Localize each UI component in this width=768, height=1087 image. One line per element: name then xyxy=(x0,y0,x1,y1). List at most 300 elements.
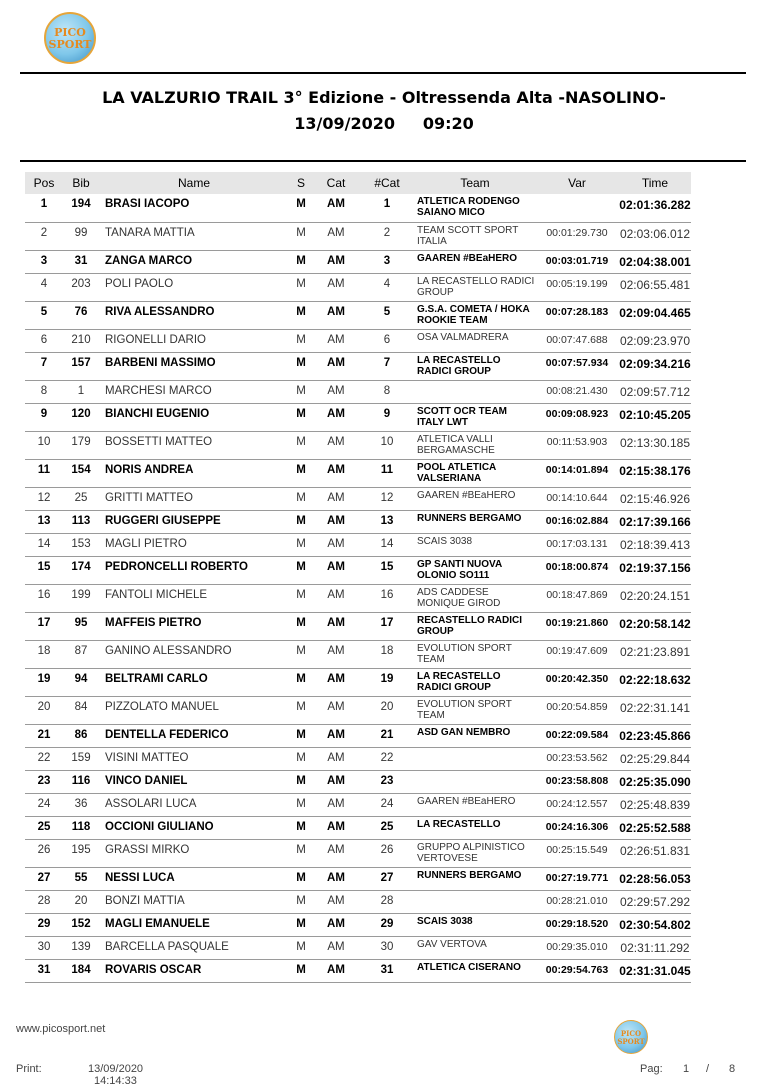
table-row xyxy=(25,890,691,913)
cell-team: OSA VALMADRERA xyxy=(415,329,535,352)
cell-name: OCCIONI GIULIANO xyxy=(99,816,289,839)
cell-bib: 159 xyxy=(63,747,99,770)
cell-var: 00:20:54.859 xyxy=(535,696,619,724)
table-row xyxy=(25,431,691,459)
logo-line1: PICO xyxy=(54,26,86,39)
page-label: Pag: xyxy=(640,1063,663,1075)
cell-ncat: 17 xyxy=(359,612,415,640)
cell-name: GRASSI MIRKO xyxy=(99,839,289,867)
table-row xyxy=(25,510,691,533)
cell-cat: AM xyxy=(313,913,359,936)
cell-team xyxy=(415,380,535,403)
col-team: Team xyxy=(460,176,490,190)
cell-var: 00:24:12.557 xyxy=(535,793,619,816)
cell-var: 00:05:19.199 xyxy=(535,273,619,301)
cell-pos: 13 xyxy=(25,510,63,533)
cell-bib: 203 xyxy=(63,273,99,301)
cell-sex: M xyxy=(289,816,313,839)
cell-time: 02:10:45.205 xyxy=(619,403,691,431)
cell-time: 02:22:31.141 xyxy=(619,696,691,724)
cell-bib: 116 xyxy=(63,770,99,793)
cell-team: GAAREN #BEaHERO xyxy=(415,793,535,816)
cell-cat: AM xyxy=(313,431,359,459)
cell-pos: 24 xyxy=(25,793,63,816)
cell-time: 02:25:29.844 xyxy=(619,747,691,770)
cell-sex: M xyxy=(289,696,313,724)
cell-pos: 28 xyxy=(25,890,63,913)
cell-sex: M xyxy=(289,403,313,431)
cell-bib: 195 xyxy=(63,839,99,867)
cell-time: 02:29:57.292 xyxy=(619,890,691,913)
cell-pos: 30 xyxy=(25,936,63,959)
cell-time: 02:21:23.891 xyxy=(619,640,691,668)
cell-cat: AM xyxy=(313,936,359,959)
table-header xyxy=(25,172,691,194)
cell-ncat: 6 xyxy=(359,329,415,352)
table-row xyxy=(25,612,691,640)
table-row xyxy=(25,959,691,982)
cell-sex: M xyxy=(289,747,313,770)
col-cat: Cat xyxy=(326,176,346,190)
cell-cat: AM xyxy=(313,816,359,839)
cell-team xyxy=(415,747,535,770)
cell-cat: AM xyxy=(313,510,359,533)
cell-ncat: 30 xyxy=(359,936,415,959)
cell-bib: 20 xyxy=(63,890,99,913)
top-divider xyxy=(20,72,746,74)
cell-cat: AM xyxy=(313,668,359,696)
cell-bib: 84 xyxy=(63,696,99,724)
cell-bib: 210 xyxy=(63,329,99,352)
cell-team: GRUPPO ALPINISTICO VERTOVESE xyxy=(415,839,535,867)
print-time: 14:14:33 xyxy=(94,1075,137,1087)
cell-sex: M xyxy=(289,431,313,459)
cell-ncat: 3 xyxy=(359,250,415,273)
cell-name: PIZZOLATO MANUEL xyxy=(99,696,289,724)
cell-sex: M xyxy=(289,793,313,816)
cell-var: 00:18:47.869 xyxy=(535,584,619,612)
cell-time: 02:19:37.156 xyxy=(619,556,691,584)
cell-name: PEDRONCELLI ROBERTO xyxy=(99,556,289,584)
cell-team: GAAREN #BEaHERO xyxy=(415,487,535,510)
cell-var: 00:19:21.860 xyxy=(535,612,619,640)
cell-team xyxy=(415,890,535,913)
cell-name: RUGGERI GIUSEPPE xyxy=(99,510,289,533)
table-row xyxy=(25,867,691,890)
cell-bib: 55 xyxy=(63,867,99,890)
cell-ncat: 8 xyxy=(359,380,415,403)
cell-pos: 6 xyxy=(25,329,63,352)
cell-name: BIANCHI EUGENIO xyxy=(99,403,289,431)
table-row xyxy=(25,640,691,668)
cell-ncat: 13 xyxy=(359,510,415,533)
cell-var: 00:19:47.609 xyxy=(535,640,619,668)
table-row xyxy=(25,696,691,724)
cell-name: POLI PAOLO xyxy=(99,273,289,301)
cell-var: 00:16:02.884 xyxy=(535,510,619,533)
cell-team: LA RECASTELLO RADICI GROUP xyxy=(415,668,535,696)
col-bib: Bib xyxy=(72,176,90,190)
cell-team: RUNNERS BERGAMO xyxy=(415,867,535,890)
cell-sex: M xyxy=(289,936,313,959)
cell-ncat: 27 xyxy=(359,867,415,890)
cell-var: 00:11:53.903 xyxy=(535,431,619,459)
cell-team: SCOTT OCR TEAM ITALY LWT xyxy=(415,403,535,431)
cell-sex: M xyxy=(289,770,313,793)
table-row xyxy=(25,793,691,816)
cell-bib: 25 xyxy=(63,487,99,510)
print-date: 13/09/2020 xyxy=(88,1063,144,1075)
cell-bib: 95 xyxy=(63,612,99,640)
cell-time: 02:09:34.216 xyxy=(619,352,691,380)
col-pos: Pos xyxy=(33,176,55,190)
table-row xyxy=(25,936,691,959)
cell-ncat: 15 xyxy=(359,556,415,584)
cell-pos: 22 xyxy=(25,747,63,770)
cell-cat: AM xyxy=(313,770,359,793)
cell-ncat: 10 xyxy=(359,431,415,459)
cell-sex: M xyxy=(289,380,313,403)
cell-sex: M xyxy=(289,273,313,301)
col-var: Var xyxy=(568,176,586,190)
cell-var: 00:07:57.934 xyxy=(535,352,619,380)
cell-var xyxy=(535,194,619,222)
cell-pos: 9 xyxy=(25,403,63,431)
cell-team: LA RECASTELLO RADICI GROUP xyxy=(415,273,535,301)
cell-pos: 29 xyxy=(25,913,63,936)
col-sex: S xyxy=(296,176,305,190)
cell-time: 02:28:56.053 xyxy=(619,867,691,890)
cell-var: 00:23:53.562 xyxy=(535,747,619,770)
cell-cat: AM xyxy=(313,696,359,724)
cell-pos: 10 xyxy=(25,431,63,459)
cell-bib: 87 xyxy=(63,640,99,668)
cell-cat: AM xyxy=(313,556,359,584)
cell-cat: AM xyxy=(313,194,359,222)
table-row xyxy=(25,273,691,301)
cell-cat: AM xyxy=(313,959,359,982)
page-total: 8 xyxy=(729,1063,736,1075)
cell-time: 02:09:23.970 xyxy=(619,329,691,352)
cell-bib: 157 xyxy=(63,352,99,380)
cell-var: 00:09:08.923 xyxy=(535,403,619,431)
cell-time: 02:25:52.588 xyxy=(619,816,691,839)
cell-var: 00:14:10.644 xyxy=(535,487,619,510)
cell-time: 02:25:48.839 xyxy=(619,793,691,816)
cell-name: NESSI LUCA xyxy=(99,867,289,890)
cell-var: 00:08:21.430 xyxy=(535,380,619,403)
cell-team: GAAREN #BEaHERO xyxy=(415,250,535,273)
cell-pos: 27 xyxy=(25,867,63,890)
cell-team: ADS CADDESE MONIQUE GIROD xyxy=(415,584,535,612)
cell-var: 00:03:01.719 xyxy=(535,250,619,273)
cell-sex: M xyxy=(289,668,313,696)
cell-name: BELTRAMI CARLO xyxy=(99,668,289,696)
cell-sex: M xyxy=(289,640,313,668)
cell-sex: M xyxy=(289,250,313,273)
cell-time: 02:25:35.090 xyxy=(619,770,691,793)
cell-ncat: 14 xyxy=(359,533,415,556)
cell-ncat: 4 xyxy=(359,273,415,301)
cell-ncat: 18 xyxy=(359,640,415,668)
cell-name: TANARA MATTIA xyxy=(99,222,289,250)
cell-name: GRITTI MATTEO xyxy=(99,487,289,510)
cell-cat: AM xyxy=(313,329,359,352)
cell-var: 00:23:58.808 xyxy=(535,770,619,793)
cell-ncat: 24 xyxy=(359,793,415,816)
cell-pos: 7 xyxy=(25,352,63,380)
cell-pos: 12 xyxy=(25,487,63,510)
cell-name: BOSSETTI MATTEO xyxy=(99,431,289,459)
cell-pos: 25 xyxy=(25,816,63,839)
cell-ncat: 7 xyxy=(359,352,415,380)
cell-ncat: 2 xyxy=(359,222,415,250)
cell-sex: M xyxy=(289,352,313,380)
table-row xyxy=(25,770,691,793)
cell-time: 02:31:31.045 xyxy=(619,959,691,982)
table-row xyxy=(25,556,691,584)
table-row xyxy=(25,459,691,487)
title-divider xyxy=(20,160,746,162)
cell-time: 02:20:24.151 xyxy=(619,584,691,612)
cell-cat: AM xyxy=(313,301,359,329)
cell-sex: M xyxy=(289,194,313,222)
table-row xyxy=(25,913,691,936)
cell-time: 02:31:11.292 xyxy=(619,936,691,959)
table-row xyxy=(25,816,691,839)
cell-sex: M xyxy=(289,533,313,556)
cell-cat: AM xyxy=(313,747,359,770)
picosport-logo xyxy=(44,12,96,64)
cell-team xyxy=(415,770,535,793)
cell-team: GAV VERTOVA xyxy=(415,936,535,959)
cell-ncat: 19 xyxy=(359,668,415,696)
table-row xyxy=(25,329,691,352)
footer-logo-line2: SPORT xyxy=(617,1037,645,1046)
cell-pos: 5 xyxy=(25,301,63,329)
cell-bib: 184 xyxy=(63,959,99,982)
cell-ncat: 1 xyxy=(359,194,415,222)
cell-ncat: 9 xyxy=(359,403,415,431)
cell-ncat: 21 xyxy=(359,724,415,747)
cell-team: SCAIS 3038 xyxy=(415,913,535,936)
footer-logo xyxy=(614,1020,648,1054)
cell-team: SCAIS 3038 xyxy=(415,533,535,556)
cell-var: 00:17:03.131 xyxy=(535,533,619,556)
cell-time: 02:15:46.926 xyxy=(619,487,691,510)
cell-bib: 31 xyxy=(63,250,99,273)
event-date-time: 13/09/2020 09:20 xyxy=(294,114,474,133)
cell-cat: AM xyxy=(313,584,359,612)
cell-var: 00:01:29.730 xyxy=(535,222,619,250)
page-title: LA VALZURIO TRAIL 3° Edizione - Oltressenda Alta -NASOLINO- xyxy=(102,88,666,107)
cell-cat: AM xyxy=(313,222,359,250)
cell-team: EVOLUTION SPORT TEAM xyxy=(415,696,535,724)
cell-pos: 2 xyxy=(25,222,63,250)
cell-name: BARCELLA PASQUALE xyxy=(99,936,289,959)
cell-var: 00:07:28.183 xyxy=(535,301,619,329)
cell-sex: M xyxy=(289,612,313,640)
cell-bib: 194 xyxy=(63,194,99,222)
cell-name: BONZI MATTIA xyxy=(99,890,289,913)
cell-name: RIVA ALESSANDRO xyxy=(99,301,289,329)
cell-sex: M xyxy=(289,959,313,982)
cell-bib: 179 xyxy=(63,431,99,459)
cell-cat: AM xyxy=(313,793,359,816)
table-row xyxy=(25,301,691,329)
cell-bib: 36 xyxy=(63,793,99,816)
table-row xyxy=(25,839,691,867)
cell-sex: M xyxy=(289,487,313,510)
cell-name: MAGLI EMANUELE xyxy=(99,913,289,936)
cell-ncat: 29 xyxy=(359,913,415,936)
cell-ncat: 22 xyxy=(359,747,415,770)
cell-bib: 139 xyxy=(63,936,99,959)
cell-sex: M xyxy=(289,724,313,747)
cell-time: 02:30:54.802 xyxy=(619,913,691,936)
cell-sex: M xyxy=(289,510,313,533)
cell-ncat: 16 xyxy=(359,584,415,612)
cell-bib: 152 xyxy=(63,913,99,936)
cell-name: NORIS ANDREA xyxy=(99,459,289,487)
cell-time: 02:23:45.866 xyxy=(619,724,691,747)
cell-cat: AM xyxy=(313,533,359,556)
cell-name: FANTOLI MICHELE xyxy=(99,584,289,612)
table-row xyxy=(25,487,691,510)
cell-pos: 23 xyxy=(25,770,63,793)
cell-var: 00:28:21.010 xyxy=(535,890,619,913)
cell-sex: M xyxy=(289,329,313,352)
cell-sex: M xyxy=(289,890,313,913)
cell-ncat: 31 xyxy=(359,959,415,982)
cell-time: 02:09:04.465 xyxy=(619,301,691,329)
table-row xyxy=(25,724,691,747)
cell-bib: 174 xyxy=(63,556,99,584)
table-row xyxy=(25,222,691,250)
cell-name: ROVARIS OSCAR xyxy=(99,959,289,982)
cell-team: RUNNERS BERGAMO xyxy=(415,510,535,533)
cell-time: 02:01:36.282 xyxy=(619,194,691,222)
cell-bib: 86 xyxy=(63,724,99,747)
cell-var: 00:29:35.010 xyxy=(535,936,619,959)
table-row xyxy=(25,533,691,556)
results-table xyxy=(25,172,691,983)
cell-ncat: 11 xyxy=(359,459,415,487)
page-number: 1 xyxy=(683,1063,690,1075)
cell-name: ASSOLARI LUCA xyxy=(99,793,289,816)
cell-team: ATLETICA VALLI BERGAMASCHE xyxy=(415,431,535,459)
col-ncat: #Cat xyxy=(374,176,400,190)
cell-bib: 1 xyxy=(63,380,99,403)
cell-pos: 14 xyxy=(25,533,63,556)
cell-sex: M xyxy=(289,556,313,584)
cell-time: 02:09:57.712 xyxy=(619,380,691,403)
cell-team: ATLETICA CISERANO xyxy=(415,959,535,982)
cell-name: VISINI MATTEO xyxy=(99,747,289,770)
cell-var: 00:29:18.520 xyxy=(535,913,619,936)
cell-time: 02:18:39.413 xyxy=(619,533,691,556)
cell-cat: AM xyxy=(313,724,359,747)
cell-time: 02:26:51.831 xyxy=(619,839,691,867)
cell-cat: AM xyxy=(313,839,359,867)
cell-sex: M xyxy=(289,839,313,867)
cell-team: LA RECASTELLO xyxy=(415,816,535,839)
cell-time: 02:22:18.632 xyxy=(619,668,691,696)
cell-cat: AM xyxy=(313,459,359,487)
cell-pos: 20 xyxy=(25,696,63,724)
table-row xyxy=(25,194,691,222)
table-row xyxy=(25,250,691,273)
cell-ncat: 23 xyxy=(359,770,415,793)
cell-bib: 99 xyxy=(63,222,99,250)
footer-site: www.picosport.net xyxy=(16,1023,106,1035)
cell-team: ASD GAN NEMBRO xyxy=(415,724,535,747)
cell-var: 00:20:42.350 xyxy=(535,668,619,696)
table-row xyxy=(25,747,691,770)
cell-pos: 8 xyxy=(25,380,63,403)
cell-ncat: 26 xyxy=(359,839,415,867)
table-row xyxy=(25,668,691,696)
cell-cat: AM xyxy=(313,867,359,890)
page-separator: / xyxy=(706,1063,710,1075)
cell-time: 02:13:30.185 xyxy=(619,431,691,459)
cell-team: EVOLUTION SPORT TEAM xyxy=(415,640,535,668)
cell-cat: AM xyxy=(313,273,359,301)
cell-name: MAFFEIS PIETRO xyxy=(99,612,289,640)
cell-ncat: 20 xyxy=(359,696,415,724)
cell-name: BARBENI MASSIMO xyxy=(99,352,289,380)
cell-bib: 94 xyxy=(63,668,99,696)
cell-time: 02:15:38.176 xyxy=(619,459,691,487)
cell-team: TEAM SCOTT SPORT ITALIA xyxy=(415,222,535,250)
cell-pos: 11 xyxy=(25,459,63,487)
cell-var: 00:18:00.874 xyxy=(535,556,619,584)
cell-bib: 120 xyxy=(63,403,99,431)
cell-sex: M xyxy=(289,913,313,936)
cell-time: 02:20:58.142 xyxy=(619,612,691,640)
cell-pos: 19 xyxy=(25,668,63,696)
footer-logo-line1: PICO xyxy=(620,1029,642,1038)
cell-sex: M xyxy=(289,867,313,890)
cell-name: VINCO DANIEL xyxy=(99,770,289,793)
cell-name: RIGONELLI DARIO xyxy=(99,329,289,352)
cell-ncat: 12 xyxy=(359,487,415,510)
table-row xyxy=(25,584,691,612)
table-row xyxy=(25,352,691,380)
cell-pos: 3 xyxy=(25,250,63,273)
cell-name: DENTELLA FEDERICO xyxy=(99,724,289,747)
cell-pos: 1 xyxy=(25,194,63,222)
cell-pos: 4 xyxy=(25,273,63,301)
cell-pos: 16 xyxy=(25,584,63,612)
cell-cat: AM xyxy=(313,890,359,913)
cell-bib: 118 xyxy=(63,816,99,839)
cell-var: 00:22:09.584 xyxy=(535,724,619,747)
cell-name: GANINO ALESSANDRO xyxy=(99,640,289,668)
cell-cat: AM xyxy=(313,487,359,510)
cell-bib: 153 xyxy=(63,533,99,556)
cell-cat: AM xyxy=(313,403,359,431)
col-time: Time xyxy=(641,176,669,190)
cell-name: MARCHESI MARCO xyxy=(99,380,289,403)
cell-cat: AM xyxy=(313,380,359,403)
cell-cat: AM xyxy=(313,640,359,668)
cell-team: LA RECASTELLO RADICI GROUP xyxy=(415,352,535,380)
cell-cat: AM xyxy=(313,612,359,640)
table-row xyxy=(25,380,691,403)
cell-var: 00:27:19.771 xyxy=(535,867,619,890)
cell-time: 02:04:38.001 xyxy=(619,250,691,273)
